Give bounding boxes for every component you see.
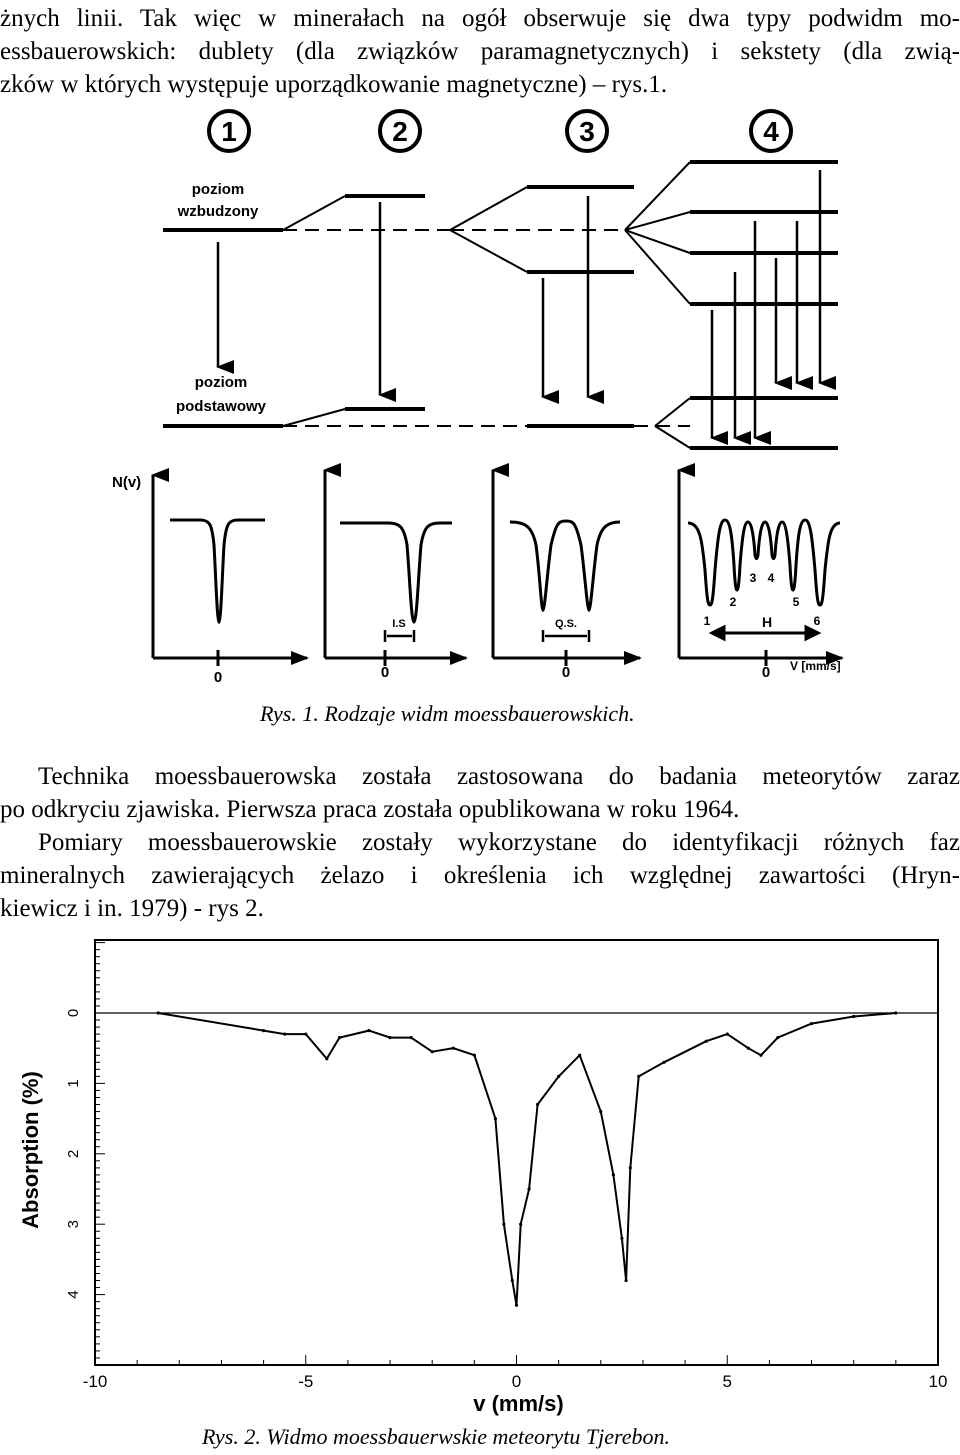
y-tick-label: 3	[64, 1220, 82, 1229]
spectrum-point	[515, 1304, 518, 1307]
energy-level-diagram	[0, 105, 960, 695]
y-axis-label: N(v)	[112, 474, 142, 491]
panel-number-1-text: 1	[221, 116, 237, 147]
spectrum-point	[452, 1047, 455, 1050]
spectrum-point	[367, 1029, 370, 1032]
spectrum-point	[759, 1054, 762, 1057]
text-line: po odkryciu zjawiska. Pierwsza praca została opublikowana w roku 1964.	[0, 796, 740, 823]
y-tick-label: 0	[64, 1008, 82, 1018]
quadrupole-split-label: Q.S.	[554, 618, 578, 630]
y-tick-label: 4	[64, 1290, 82, 1299]
isomer-shift-label: I.S	[392, 618, 406, 630]
figure-1-caption: Rys. 1. Rodzaje widm moessbauerowskich.	[260, 701, 635, 726]
y-axis-label: Absorption (%)	[18, 1071, 43, 1229]
zero-label-2: 0	[380, 664, 390, 681]
y-axis-ticks	[65, 943, 105, 1365]
spectrum-point	[726, 1033, 729, 1036]
spectrum-point	[511, 1279, 514, 1282]
text-line: mineralnych zawierających żelazo i określenia ich względnej zawartości (Hryn-	[0, 862, 960, 889]
spectrum-point	[473, 1054, 476, 1057]
text-line: kiewicz i in. 1979) - rys 2.	[0, 895, 264, 922]
peak-number-2: 2	[729, 595, 737, 609]
text-line: żnych linii. Tak więc w minerałach na ogół obserwuje się dwa typy podwidm mo-	[0, 5, 960, 32]
peak-number-4: 4	[767, 571, 775, 585]
excited-levels	[163, 162, 838, 304]
excited-level-label-2: wzbudzony	[177, 203, 259, 220]
spectrum-point	[502, 1223, 505, 1226]
x-tick-label: 10	[928, 1372, 948, 1391]
peak-number-3: 3	[749, 571, 757, 585]
chart-series	[157, 1011, 898, 1306]
peak-number-5: 5	[792, 595, 800, 609]
spectrum-point	[705, 1040, 708, 1043]
spectrum-point	[629, 1166, 632, 1169]
spectrum-point	[431, 1050, 434, 1053]
panel-number-2-text: 2	[392, 116, 408, 147]
spectra-curves	[170, 520, 840, 622]
spectrum-point	[612, 1173, 615, 1176]
text-line: Pomiary moessbauerowskie zostały wykorzystane do identyfikacji różnych faz	[38, 829, 960, 856]
x-tick-label: 5	[722, 1372, 732, 1391]
spectrum-point	[528, 1187, 531, 1190]
x-axis-ticks	[83, 1355, 948, 1391]
y-tick-label: 1	[64, 1079, 82, 1088]
spectrum-point	[578, 1054, 581, 1057]
spectrum-point	[810, 1022, 813, 1025]
spectrum-point	[557, 1075, 560, 1078]
x-tick-label: -5	[298, 1372, 314, 1391]
spectrum-point	[304, 1033, 307, 1036]
moessbauer-spectrum-chart	[0, 925, 960, 1420]
panel-number-3-text: 3	[579, 116, 595, 147]
spectrum-point	[494, 1117, 497, 1120]
spectrum-point	[519, 1223, 522, 1226]
spectrum-point	[894, 1011, 897, 1014]
panel-number-1	[209, 111, 249, 151]
spectrum-point	[852, 1015, 855, 1018]
x-axis-label: v (mm/s)	[473, 1391, 564, 1416]
panel-number-4	[751, 111, 791, 151]
isomer-shift-marker	[385, 630, 414, 642]
spectrum-point	[536, 1103, 539, 1106]
spectrum-point	[388, 1036, 391, 1039]
y-tick-label: 2	[64, 1149, 82, 1158]
x-tick-label: -10	[82, 1372, 108, 1391]
zero-label-1: 0	[213, 669, 223, 686]
spectrum-point	[662, 1061, 665, 1064]
panel-number-2	[380, 111, 420, 151]
x-axis-label: V [mm/s]	[790, 659, 841, 673]
zero-label-4: 0	[761, 664, 771, 681]
zero-label-3: 0	[561, 664, 571, 681]
spectrum-line	[158, 1013, 896, 1305]
x-tick-label: 0	[511, 1372, 522, 1391]
spectrum-point	[637, 1075, 640, 1078]
spectrum-point	[325, 1057, 328, 1060]
excited-level-label-1: poziom	[191, 181, 245, 198]
spectrum-point	[157, 1011, 160, 1014]
ground-level-label-1: poziom	[194, 374, 248, 391]
spectrum-point	[776, 1036, 779, 1039]
peak-number-1: 1	[703, 614, 711, 628]
text-line: Technika moessbauerowska została zastosowana do badania meteorytów zaraz	[38, 763, 960, 790]
spectrum-point	[410, 1036, 413, 1039]
spectrum-point	[262, 1029, 265, 1032]
spectrum-point	[338, 1036, 341, 1039]
spectrum-point	[283, 1033, 286, 1036]
spectrum-point	[625, 1279, 628, 1282]
figure-2-caption: Rys. 2. Widmo moessbauerwskie meteorytu Tjerebon.	[202, 1424, 671, 1449]
spectrum-point	[747, 1047, 750, 1050]
quadrupole-split-marker	[543, 630, 589, 642]
spectrum-point	[599, 1110, 602, 1113]
text-line: essbauerowskich: dublety (dla związków paramagnetycznych) i sekstety (dla zwią-	[0, 38, 960, 65]
hyperfine-field-label: H	[761, 614, 773, 630]
text-line: zków w których występuje uporządkowanie magnetyczne) – rys.1.	[0, 71, 668, 98]
peak-number-6: 6	[813, 614, 821, 628]
panel-number-3	[567, 111, 607, 151]
ground-level-label-2: podstawowy	[175, 398, 267, 415]
spectrum-point	[620, 1237, 623, 1240]
panel-number-4-text: 4	[763, 116, 779, 147]
